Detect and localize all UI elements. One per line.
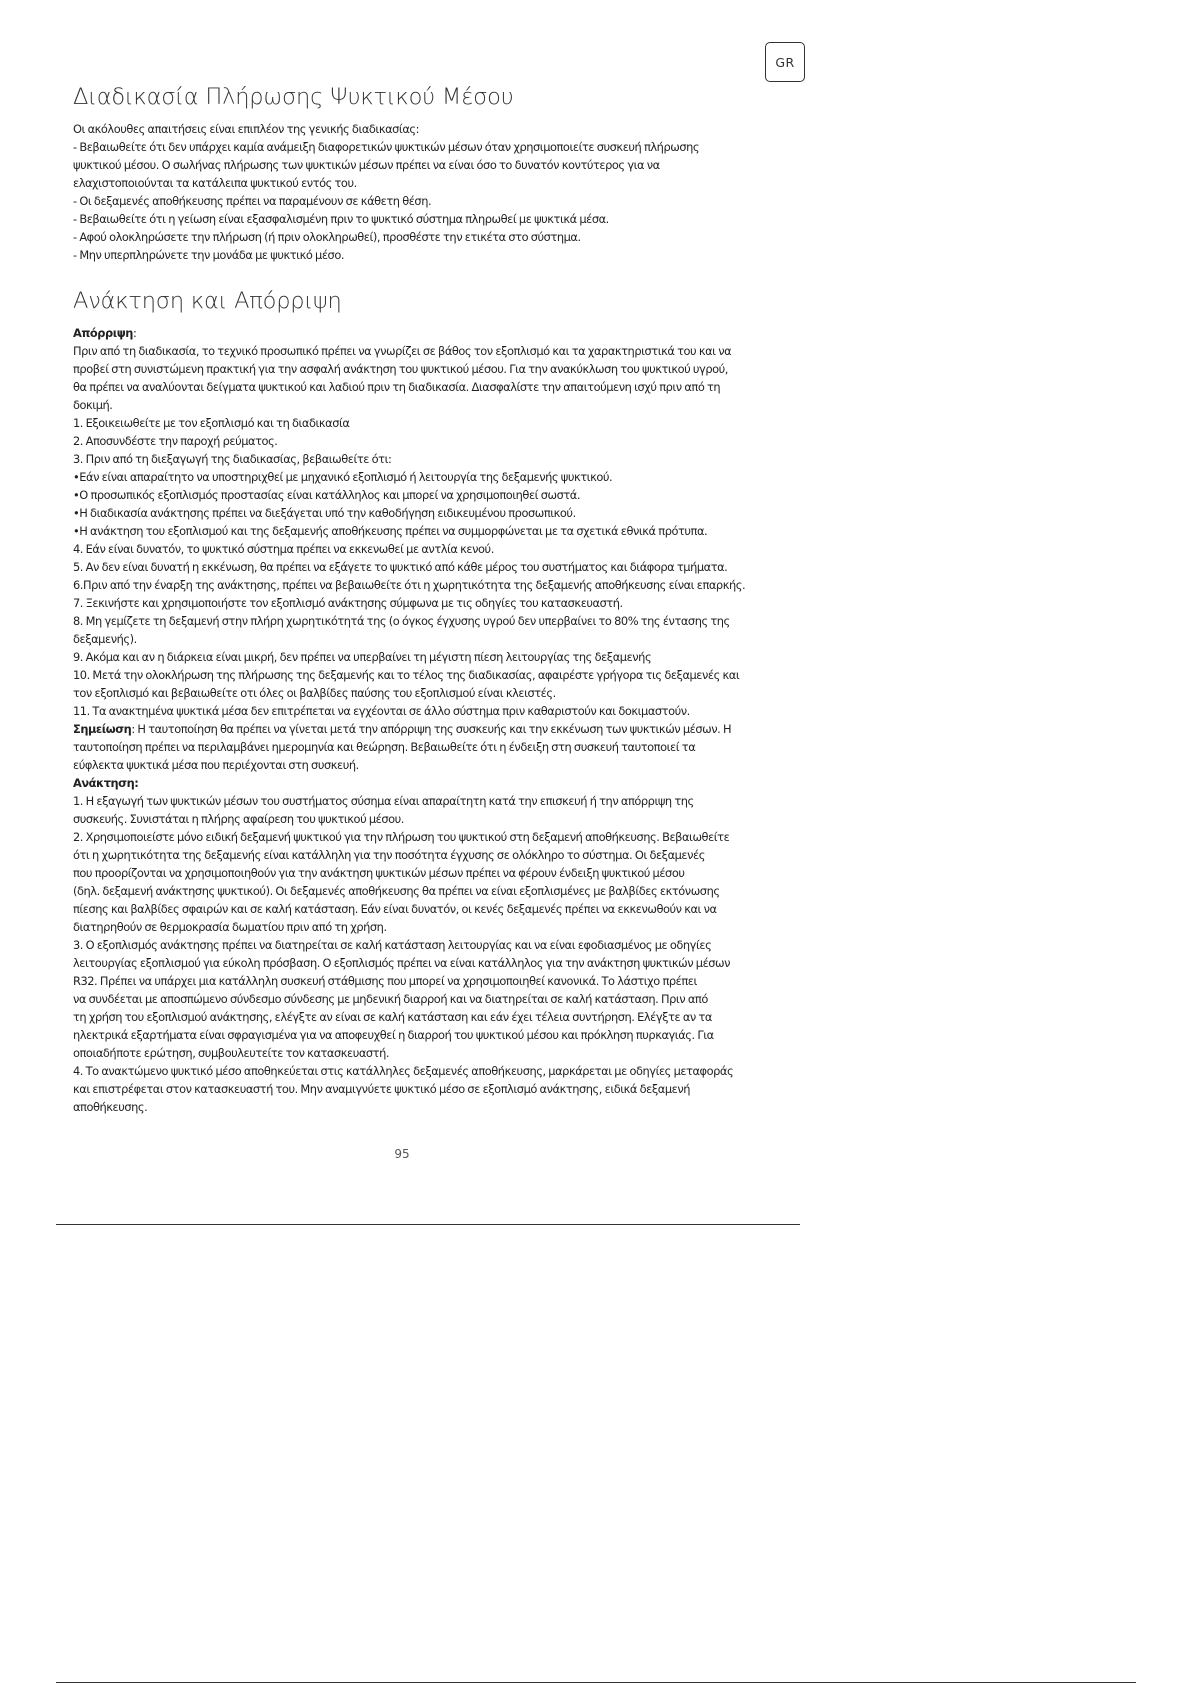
text-line: (δηλ. δεξαμενή ανάκτησης ψυκτικού). Οι δεξαμενές αποθήκευσης θα πρέπει να είναι εξοπλισμένες με βαλβίδες εκτόνωσης (73, 884, 720, 898)
text-line: πίεσης και βαλβίδες σφαιρών και σε καλή κατάσταση. Εάν είναι δυνατόν, οι κενές δεξαμενές πρέπει να εκκενωθούν και να (73, 902, 717, 916)
text-line: τη χρήση του εξοπλισμού ανάκτησης, ελέγξτε αν είναι σε καλή κατάσταση και εάν έχει τέλεια συντήρηση. Ελέγξτε αν τα (73, 1010, 712, 1024)
section-title-refrigerant-charging: Διαδικασία Πλήρωσης Ψυκτικού Μέσου (73, 84, 514, 110)
disposal-heading (73, 324, 773, 342)
disposal-steps (73, 342, 773, 720)
text-line: 8. Μη γεμίζετε τη δεξαμενή στην πλήρη χωρητικότητά της (ο όγκος έγχυσης υγρού δεν υπερβαίνει το 80% της έντασης της (73, 614, 730, 628)
text-line: - Βεβαιωθείτε ότι δεν υπάρχει καμία ανάμειξη διαφορετικών ψυκτικών μέσων όταν χρησιμοποιείτε συσκευή πλήρωσης (73, 140, 700, 154)
text-line: 1. Εξοικειωθείτε με τον εξοπλισμό και τη διαδικασία (73, 416, 350, 430)
text-line: 1. Η εξαγωγή των ψυκτικών μέσων του συστήματος σύσημα είναι απαραίτητη κατά την επισκευή ή την απόρριψη της (73, 794, 694, 808)
text-line: 2. Αποσυνδέστε την παροχή ρεύματος. (73, 434, 278, 448)
text-line: οποιαδήποτε ερώτηση, συμβουλευτείτε τον κατασκευαστή. (73, 1046, 390, 1060)
text-line: δοκιμή. (73, 398, 113, 412)
text-line: ότι η χωρητικότητα της δεξαμενής είναι κατάλληλη για την ποσότητα έγχυσης σε ολόκληρο το σύστημα. Οι δεξαμενές (73, 848, 705, 862)
text-line: •Η διαδικασία ανάκτησης πρέπει να διεξάγεται υπό την καθοδήγηση ειδικευμένου προσωπικού. (73, 506, 576, 520)
note-first-line (73, 720, 773, 738)
text-line: 4. Το ανακτώμενο ψυκτικό μέσο αποθηκεύεται στις κατάλληλες δεξαμενές αποθήκευσης, μαρκάρεται με οδηγίες μεταφοράς (73, 1064, 734, 1078)
text-line: ελαχιστοποιούνται τα κατάλειπα ψυκτικού εντός του. (73, 176, 357, 190)
text-line: R32. Πρέπει να υπάρχει μια κατάλληλη συσκευή στάθμισης που μπορεί να χρησιμοποιηθεί κανονικά. Το λάστιχο πρέπει (73, 974, 697, 988)
text-line: 3. Πριν από τη διεξαγωγή της διαδικασίας, βεβαιωθείτε ότι: (73, 452, 392, 466)
text-line: 11. Τα ανακτημένα ψυκτικά μέσα δεν επιτρέπεται να εγχέονται σε άλλο σύστημα πριν καθαριστούν και δοκιμαστούν. (73, 704, 690, 718)
text-line: Οι ακόλουθες απαιτήσεις είναι επιπλέον της γενικής διαδικασίας: (73, 122, 420, 136)
text-line: •Η ανάκτηση του εξοπλισμού και της δεξαμενής αποθήκευσης πρέπει να συμμορφώνεται με τα σχετικά εθνικά πρότυπα. (73, 524, 708, 538)
text-line: προβεί στη συνιστώμενη πρακτική για την ασφαλή ανάκτηση του ψυκτικού μέσου. Για την ανακύκλωση του ψυκτικού υγρού, (73, 362, 728, 376)
charging-requirements (73, 120, 773, 264)
text-line: συσκευής. Συνιστάται η πλήρης αφαίρεση του ψυκτικού μέσου. (73, 812, 404, 826)
bottom-divider-line (56, 1682, 1136, 1683)
text-line: 2. Χρησιμοποιείστε μόνο ειδική δεξαμενή ψυκτικού για την πλήρωση του ψυκτικού στη δεξαμενή αποθήκευσης. Βεβαιωθείτε (73, 830, 730, 844)
text-line: 5. Αν δεν είναι δυνατή η εκκένωση, θα πρέπει να εξάγετε το ψυκτικό από κάθε μέρος του συστήματος και διάφορα τμήματα. (73, 560, 728, 574)
text-line: ηλεκτρικά εξαρτήματα είναι σφραγισμένα για να αποφευχθεί η διαρροή του ψυκτικού μέσου και πρόκληση πυρκαγιάς. Για (73, 1028, 714, 1042)
section-title-recovery-disposal: Ανάκτηση και Απόρριψη (73, 288, 342, 314)
language-badge: GR (765, 42, 805, 82)
divider-line (56, 1224, 800, 1225)
text-line: αποθήκευσης. (73, 1100, 148, 1114)
text-line: τον εξοπλισμό και βεβαιωθείτε οτι όλες οι βαλβίδες παύσης του εξοπλισμού είναι κλειστές. (73, 686, 556, 700)
text-line: •Ο προσωπικός εξοπλισμός προστασίας είναι κατάλληλος και μπορεί να χρησιμοποιηθεί σωστά. (73, 488, 580, 502)
text-line: 3. Ο εξοπλισμός ανάκτησης πρέπει να διατηρείται σε καλή κατάσταση λειτουργίας και να είναι εφοδιασμένος με οδηγίες (73, 938, 712, 952)
text-line: Πριν από τη διαδικασία, το τεχνικό προσωπικό πρέπει να γνωρίζει σε βάθος τον εξοπλισμό και τα χαρακτηριστικά του και να (73, 344, 732, 358)
text-line: ψυκτικού μέσου. Ο σωλήνας πλήρωσης των ψυκτικών μέσων πρέπει να είναι όσο το δυνατόν κοντύτερος για να (73, 158, 660, 172)
recovery-heading: Ανάκτηση: (73, 776, 139, 790)
text-line: 4. Εάν είναι δυνατόν, το ψυκτικό σύστημα πρέπει να εκκενωθεί με αντλία κενού. (73, 542, 494, 556)
text-line: ταυτοποίηση πρέπει να περιλαμβάνει ημερομηνία και θεώρηση. Βεβαιωθείτε ότι η ένδειξη στη συσκευή ταυτοποιεί τα (73, 740, 696, 754)
recovery-steps (73, 792, 773, 1116)
text-line: διατηρηθούν σε θερμοκρασία δωματίου πριν από τη χρήση. (73, 920, 387, 934)
note-label: Σημείωση (73, 722, 132, 736)
text-line: και επιστρέφεται στον κατασκευαστή του. Μην αναμιγνύετε ψυκτικό μέσο σε εξοπλισμό ανάκτησης, ειδικά δεξαμενή (73, 1082, 691, 1096)
text-line: 9. Ακόμα και αν η διάρκεια είναι μικρή, δεν πρέπει να υπερβαίνει τη μέγιστη πίεση λειτουργίας της δεξαμενής (73, 650, 652, 664)
text-line: - Βεβαιωθείτε ότι η γείωση είναι εξασφαλισμένη πριν το ψυκτικό σύστημα πληρωθεί με ψυκτικά μέσα. (73, 212, 609, 226)
disposal-colon: : (132, 326, 137, 340)
text-line: - Οι δεξαμενές αποθήκευσης πρέπει να παραμένουν σε κάθετη θέση. (73, 194, 432, 208)
text-line: να συνδέεται με αποσπώμενο σύνδεσμο σύνδεσης με μηδενική διαρροή και να διατηρείται σε καλή κατάσταση. Πριν από (73, 992, 708, 1006)
note-text: : Η ταυτοποίηση θα πρέπει να γίνεται μετά την απόρριψη της συσκευής και την εκκένωση των ψυκτικών μέσων. Η (131, 722, 732, 736)
text-line: •Εάν είναι απαραίτητο να υποστηριχθεί με μηχανικό εξοπλισμό ή λειτουργία της δεξαμενής ψυκτικού. (73, 470, 613, 484)
page-content (73, 84, 773, 1116)
page-number: 95 (394, 1147, 410, 1161)
text-line: δεξαμενής). (73, 632, 137, 646)
text-line: - Αφού ολοκληρώσετε την πλήρωση (ή πριν ολοκληρωθεί), προσθέστε την ετικέτα στο σύστημα. (73, 230, 581, 244)
text-line: που προορίζονται να χρησιμοποιηθούν για την ανάκτηση ψυκτικών μέσων πρέπει να φέρουν ένδειξη ψυκτικού μέσου (73, 866, 685, 880)
text-line: θα πρέπει να αναλύονται δείγματα ψυκτικού και λαδιού πριν τη διαδικασία. Διασφαλίστε την απαιτούμενη ισχύ πριν από τη (73, 380, 721, 394)
text-line: λειτουργίας εξοπλισμού για εύκολη πρόσβαση. Ο εξοπλισμός πρέπει να είναι κατάλληλος για την ανάκτηση ψυκτικών μέσων (73, 956, 731, 970)
text-line: 6.Πριν από την έναρξη της ανάκτησης, πρέπει να βεβαιωθείτε ότι η χωρητικότητα της δεξαμενής αποθήκευσης είναι επαρκής. (73, 578, 746, 592)
text-line: εύφλεκτα ψυκτικά μέσα που περιέχονται στη συσκευή. (73, 758, 359, 772)
text-line: 7. Ξεκινήστε και χρησιμοποιήστε τον εξοπλισμό ανάκτησης σύμφωνα με τις οδηγίες του κατασκευαστή. (73, 596, 623, 610)
disposal-label: Απόρριψη (73, 326, 133, 340)
text-line: 10. Μετά την ολοκλήρωση της πλήρωσης της δεξαμενής και το τέλος της διαδικασίας, αφαιρέστε γρήγορα τις δεξαμενές και (73, 668, 740, 682)
text-line: - Μην υπερπληρώνετε την μονάδα με ψυκτικό μέσο. (73, 248, 345, 262)
